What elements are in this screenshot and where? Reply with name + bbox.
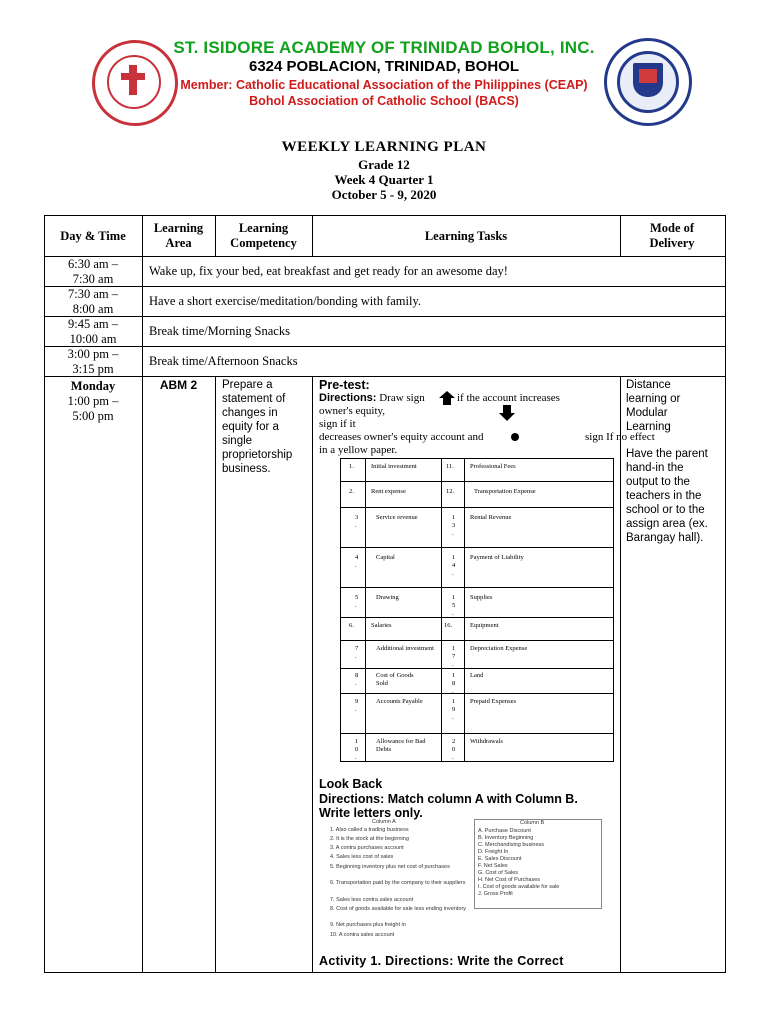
schedule-time: 7:30 am – 8:00 am	[68, 287, 118, 316]
pretest-row-divider	[340, 507, 613, 508]
pretest-row-divider	[340, 693, 613, 694]
column-a-item: 2. It is the stock at the beginning	[330, 836, 409, 842]
grade-label: Grade 12	[358, 157, 410, 172]
pretest-row-divider	[340, 547, 613, 548]
pretest-col-divider	[464, 458, 465, 761]
column-a-item: 4. Sales less cost of sales	[330, 854, 394, 860]
pretest-account: Initial investment	[371, 463, 417, 470]
pretest-account: Accounts Payable	[376, 698, 423, 705]
bacs-line: Bohol Association of Catholic School (BACS)	[249, 94, 519, 108]
pretest-num: 16.	[444, 622, 453, 629]
header-day-time: Day & Time	[60, 229, 126, 243]
activity-title: Activity 1. Directions: Write the Correct	[319, 954, 564, 968]
pretest-account: Depreciation Expense	[470, 645, 528, 652]
pretest-num: 5 .	[355, 594, 359, 609]
column-b-item: E. Sales Discount	[478, 856, 522, 862]
col-divider	[312, 376, 313, 972]
week-label: Week 4 Quarter 1	[334, 172, 434, 187]
pretest-account: Payment of Liability	[470, 554, 524, 561]
row-divider	[44, 286, 725, 287]
pretest-account: Transportation Expense	[474, 488, 536, 495]
schedule-time: 9:45 am – 10:00 am	[68, 317, 118, 346]
pretest-num: 2 0 .	[452, 738, 456, 761]
pretest-row-divider	[340, 668, 613, 669]
pretest-num: 1 7 .	[452, 645, 456, 668]
up-arrow-icon	[438, 390, 456, 406]
row-divider	[44, 346, 725, 347]
pretest-account: Salaries	[371, 622, 392, 629]
schedule-task: Wake up, fix your bed, eat breakfast and get ready for an awesome day!	[149, 264, 508, 278]
school-name: ST. ISIDORE ACADEMY OF TRINIDAD BOHOL, INC.	[173, 38, 595, 57]
header-learning-area: Learning Area	[153, 221, 204, 250]
pretest-directions-line4: decreases owner's equity account and	[319, 431, 484, 443]
row-divider	[44, 256, 725, 257]
column-b-item: B. Inventory Beginning	[478, 835, 534, 841]
schedule-time: 3:00 pm – 3:15 pm	[67, 347, 119, 376]
col-divider	[142, 215, 143, 972]
header-mode-of-delivery: Mode of Delivery	[649, 221, 695, 250]
pretest-num: 1 8 .	[452, 672, 456, 695]
pretest-num: 4 .	[355, 554, 359, 569]
column-a-item: 1. Also called a trading business	[330, 827, 409, 833]
pretest-title: Pre-test:	[319, 378, 370, 392]
pretest-directions-line2: owner's equity,	[319, 405, 386, 417]
column-a-item: 5. Beginning inventory plus net cost of purchases	[330, 864, 450, 870]
learning-competency: Prepare a statement of changes in equity for a single proprietorship business.	[222, 379, 293, 475]
pretest-num: 1 0 .	[355, 738, 359, 761]
pretest-row-divider	[340, 640, 613, 641]
pretest-account: Capital	[376, 554, 395, 561]
pretest-account: Professional Fees	[470, 463, 516, 470]
pretest-row-divider	[340, 587, 613, 588]
look-back-title: Look Back	[319, 777, 383, 791]
pretest-row-divider	[340, 617, 613, 618]
pretest-num: 1.	[349, 463, 354, 470]
column-a-item: 6. Transportation paid by the company to their suppliers	[330, 880, 466, 886]
schedule-task: Have a short exercise/meditation/bonding with family.	[149, 294, 422, 308]
column-b-item: J. Gross Profit	[478, 891, 513, 897]
pretest-num: 1 9 .	[452, 698, 456, 721]
pretest-num: 7 .	[355, 645, 359, 660]
pretest-directions-cont: if the account increases	[457, 392, 560, 404]
column-b-title: Column B	[520, 820, 545, 826]
schedule-time: 6:30 am – 7:30 am	[68, 257, 118, 286]
pretest-directions-line5: in a yellow paper.	[319, 444, 398, 456]
document-title: WEEKLY LEARNING PLAN	[281, 139, 487, 155]
schedule-task: Break time/Morning Snacks	[149, 324, 290, 338]
pretest-account: Allowance for Bad Debts	[376, 738, 426, 753]
column-a-item: 8. Cost of goods available for sale less ending inventory	[330, 906, 467, 912]
learning-area: ABM 2	[159, 378, 198, 392]
membership-line: Member: Catholic Educational Association of the Philippines (CEAP)	[180, 78, 588, 92]
date-range: October 5 - 9, 2020	[331, 187, 437, 202]
row-divider	[44, 376, 725, 377]
header-learning-tasks: Learning Tasks	[424, 229, 508, 243]
column-b-item: D. Freight In	[478, 849, 509, 855]
pretest-num: 3 .	[355, 514, 359, 529]
pretest-num: 11.	[446, 463, 454, 470]
column-b-item: G. Cost of Sales	[478, 870, 519, 876]
pretest-account: Land	[470, 672, 484, 679]
column-a-title: Column A	[372, 819, 396, 825]
pretest-directions-line3: sign if it	[319, 418, 356, 430]
pretest-table-border	[340, 458, 614, 762]
pretest-account: Rental Revenue	[470, 514, 512, 521]
column-b-item: A. Purchase Discount	[478, 828, 531, 834]
pretest-num: 8 .	[355, 672, 359, 687]
pretest-account: Service revenue	[376, 514, 418, 521]
col-divider	[620, 376, 621, 972]
monday-day-time: Monday 1:00 pm – 5:00 pm	[67, 379, 119, 423]
deped-seal-logo	[604, 38, 692, 126]
pretest-account: Prepaid Expenses	[470, 698, 517, 705]
column-b-item: C. Merchandising business	[478, 842, 545, 848]
column-a-item: 9. Net purchases plus freight in	[330, 922, 406, 928]
schedule-task: Break time/Afternoon Snacks	[149, 354, 298, 368]
pretest-account: Cost of Goods Sold	[376, 672, 414, 687]
pretest-num: 6.	[349, 622, 354, 629]
pretest-row-divider	[340, 481, 613, 482]
row-divider	[44, 316, 725, 317]
column-a-item: 3. A contra purchases account	[330, 845, 404, 851]
pretest-num: 1 5 .	[452, 594, 456, 617]
column-a-item: 10. A contra sales account	[330, 932, 395, 938]
school-address: 6324 POBLACION, TRINIDAD, BOHOL	[248, 58, 520, 75]
pretest-directions-line4b: sign If no effect	[585, 431, 655, 443]
column-b-item: H. Net Cost of Purchases	[478, 877, 541, 883]
pretest-account: Equipment	[470, 622, 499, 629]
pretest-num: 1 4 .	[452, 554, 456, 577]
pretest-account: Withdrawals	[470, 738, 503, 745]
mode-of-delivery: Distance learning or Modular Learning	[626, 379, 681, 433]
down-arrow-icon	[498, 404, 516, 422]
pretest-account: Drawing	[376, 594, 399, 601]
col-divider	[215, 376, 216, 972]
pretest-account: Supplies	[470, 594, 493, 601]
look-back-directions-2: Write letters only.	[319, 806, 423, 820]
pretest-num: 12.	[446, 488, 455, 495]
pretest-directions: Directions: Draw sign	[319, 392, 425, 404]
look-back-directions: Directions: Match column A with Column B.	[319, 792, 578, 806]
delivery-note: Have the parent hand-in the output to the teachers in the school or to the assign area (ex. Barangay hall).	[626, 448, 708, 544]
pretest-account: Rent expense	[371, 488, 406, 495]
dot-icon	[511, 433, 519, 441]
column-b-item: I. Cost of goods available for sale	[478, 884, 560, 890]
column-b-item: F. Net Sales	[478, 863, 508, 869]
pretest-row-divider	[340, 733, 613, 734]
pretest-col-divider	[441, 458, 442, 761]
header-learning-competency: Learning Competency	[230, 221, 297, 250]
pretest-col-divider	[365, 458, 366, 761]
pretest-account: Additional investment	[376, 645, 434, 652]
pretest-num: 1 3 .	[452, 514, 456, 537]
flag-icon	[639, 69, 657, 83]
pretest-num: 2.	[349, 488, 354, 495]
column-a-item: 7. Sales less contra sales account	[330, 897, 414, 903]
pretest-num: 9 .	[355, 698, 359, 713]
